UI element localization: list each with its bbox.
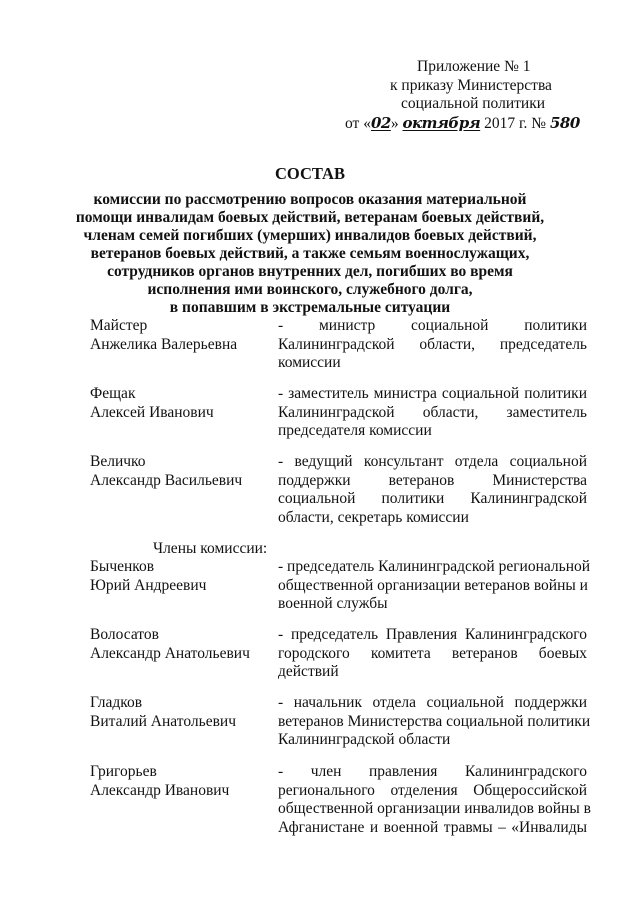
role-line: - министр социальной политики: [278, 317, 587, 334]
date-year: 2017 г. №: [484, 114, 547, 132]
person-role: [278, 763, 591, 837]
person-surname: Майстер: [90, 317, 148, 334]
person-surname: Величко: [90, 453, 146, 470]
person-surname: Гладков: [90, 694, 143, 711]
person-name: [90, 694, 270, 731]
role-line: - начальник отдела социальной поддержки: [278, 694, 587, 711]
person-given-names: Александр Иванович: [90, 781, 230, 799]
role-line: общественной организации ветеранов войны и: [278, 576, 588, 594]
person-given-names: Александр Анатольевич: [90, 644, 250, 662]
subtitle-line: исполнения ими воинского, служебного долга,: [147, 281, 473, 298]
person-role: [278, 626, 587, 682]
person-given-names: Юрий Андреевич: [90, 576, 207, 594]
role-line: области, секретарь комиссии: [278, 508, 469, 526]
date-prefix: от «: [345, 114, 371, 132]
document-title-block: [70, 165, 550, 317]
role-line: городского комитета ветеранов боевых: [278, 644, 587, 662]
subtitle-line: комиссии по рассмотрению вопросов оказания материальной: [93, 191, 527, 208]
person-given-names: Анжелика Валерьевна: [90, 335, 238, 353]
members-heading: Члены комиссии:: [153, 540, 268, 557]
order-number-handwritten: 580: [549, 113, 580, 132]
person-role: [278, 317, 587, 373]
role-line: комиссии: [278, 354, 341, 371]
subtitle-line: ветеранов боевых действий, а также семьям военнослужащих,: [90, 245, 530, 262]
role-line: действий: [278, 663, 339, 680]
person-name: [90, 626, 270, 663]
role-line: - председатель Правления Калининградского: [278, 626, 587, 643]
person-given-names: Александр Васильевич: [90, 471, 243, 489]
subtitle-line: помощи инвалидам боевых действий, ветеранам боевых действий,: [75, 209, 545, 226]
person-role: [278, 453, 587, 527]
appendix-ministry: социальной политики: [401, 95, 546, 112]
role-line: Афганистане и военной травмы – «Инвалиды: [278, 818, 587, 836]
person-given-names: Алексей Иванович: [90, 403, 214, 421]
person-name: [90, 453, 270, 490]
person-surname: Григорьев: [90, 763, 157, 780]
date-month-handwritten: октября: [402, 113, 481, 132]
date-day-handwritten: 02: [370, 113, 391, 132]
person-name: [90, 763, 270, 800]
date-mid: »: [390, 114, 399, 132]
person-surname: Волосатов: [90, 626, 159, 643]
person-given-names: Виталий Анатольевич: [90, 712, 236, 730]
person-name: [90, 558, 270, 595]
role-line: общественной организации инвалидов войны в: [278, 800, 591, 817]
role-line: - член правления Калининградского: [278, 763, 587, 780]
role-line: ветеранов Министерства социальной политики: [278, 712, 591, 730]
person-surname: Фещак: [90, 385, 136, 402]
person-role: [278, 694, 591, 750]
person-surname: Быченков: [90, 558, 155, 575]
subtitle-line: в попавшим в экстремальные ситуации: [169, 299, 451, 316]
person-role: [278, 558, 591, 614]
appendix-date-line: [345, 114, 595, 134]
role-line: Калининградской области, заместитель: [278, 403, 587, 421]
subtitle-line: сотрудников органов внутренних дел, погибших во время: [107, 263, 513, 280]
role-line: Калининградской области: [278, 731, 451, 748]
appendix-number: Приложение № 1: [417, 58, 531, 75]
subtitle-line: членам семей погибших (умерших) инвалидов боевых действий,: [83, 227, 537, 244]
role-line: председателя комиссии: [278, 422, 432, 439]
role-line: регионального отделения Общероссийской: [278, 781, 587, 799]
role-line: социальной политики Калининградской: [278, 490, 587, 507]
role-line: - ведущий консультант отдела социальной: [278, 453, 587, 470]
person-name: [90, 317, 270, 354]
person-role: [278, 385, 587, 441]
appendix-header: [345, 58, 595, 133]
person-name: [90, 385, 270, 422]
role-line: военной службы: [278, 595, 388, 612]
role-line: - заместитель министра социальной политики: [278, 385, 587, 402]
appendix-order-ref: к приказу Министерства: [390, 76, 552, 94]
document-title: СОСТАВ: [275, 164, 345, 183]
role-line: поддержки ветеранов Министерства: [278, 471, 587, 489]
role-line: Калининградской области, председатель: [278, 335, 587, 353]
role-line: - председатель Калининградской региональной: [278, 558, 591, 575]
